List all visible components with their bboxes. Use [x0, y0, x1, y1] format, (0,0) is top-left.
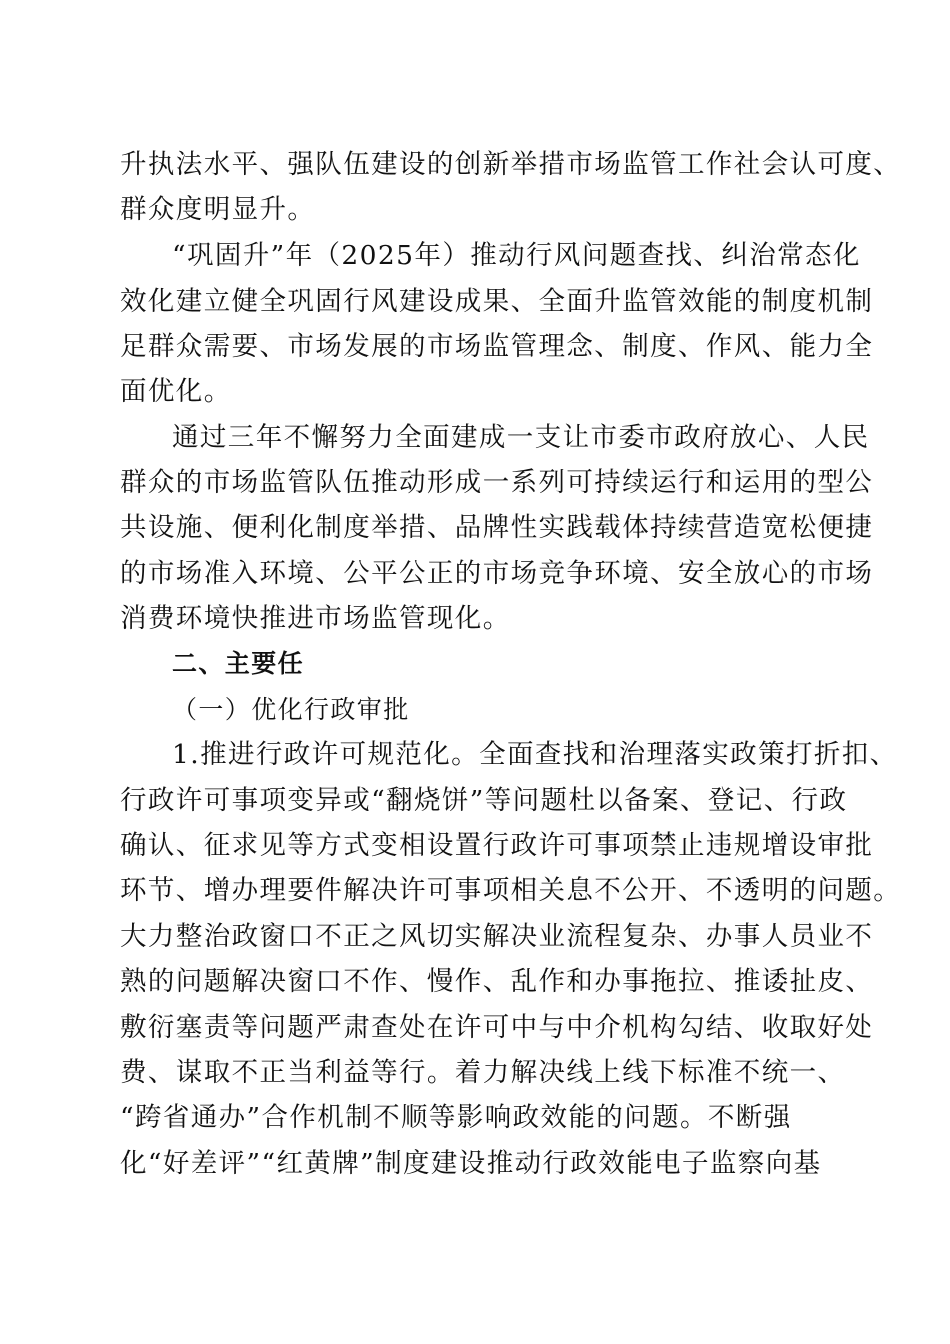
paragraph-start-line: 1.推进行政许可规范化。全面查找和治理落实政策打折扣、: [172, 739, 898, 770]
body-line: “跨省通办”合作机制不顺等影响政效能的问题。不断强: [120, 1102, 792, 1133]
paragraph-start-line: “巩固升”年（2025年）推动行风问题查找、纠治常态化: [172, 240, 861, 271]
body-line: 群众的市场监管队伍推动形成一系列可持续运行和运用的型公: [120, 467, 874, 498]
body-line: 敷衍塞责等问题严肃查处在许可中与中介机构勾结、收取好处: [120, 1012, 874, 1043]
body-line: 的市场准入环境、公平公正的市场竞争环境、安全放心的市场: [120, 558, 874, 589]
body-line: 消费环境快推进市场监管现化。: [120, 603, 511, 634]
section-heading: 二、主要任: [172, 649, 305, 678]
body-line: 环节、增办理要件解决许可事项相关息不公开、不透明的问题。: [120, 875, 902, 906]
body-line: 确认、征求见等方式变相设置行政许可事项禁止违规增设审批: [120, 830, 874, 861]
body-line: 升执法水平、强队伍建设的创新举措市场监管工作社会认可度、: [120, 149, 902, 180]
body-line: 熟的问题解决窗口不作、慢作、乱作和办事拖拉、推诿扯皮、: [120, 966, 874, 997]
body-line: 群众度明显升。: [120, 194, 316, 225]
subsection-heading: （一）优化行政审批: [172, 695, 410, 724]
body-line: 化“好差评”“红黄牌”制度建设推动行政效能电子监察向基: [120, 1148, 822, 1179]
body-line: 费、谋取不正当利益等行。着力解决线上线下标准不统一、: [120, 1057, 846, 1088]
body-line: 行政许可事项变异或“翻烧饼”等问题杜以备案、登记、行政: [120, 785, 848, 816]
body-line: 足群众需要、市场发展的市场监管理念、制度、作风、能力全: [120, 331, 874, 362]
paragraph-start-line: 通过三年不懈努力全面建成一支让市委市政府放心、人民: [172, 422, 870, 453]
body-line: 效化建立健全巩固行风建设成果、全面升监管效能的制度机制: [120, 286, 874, 317]
body-line: 大力整治政窗口不正之风切实解决业流程复杂、办事人员业不: [120, 921, 874, 952]
body-line: 面优化。: [120, 376, 232, 407]
body-line: 共设施、便利化制度举措、品牌性实践载体持续营造宽松便捷: [120, 512, 874, 543]
